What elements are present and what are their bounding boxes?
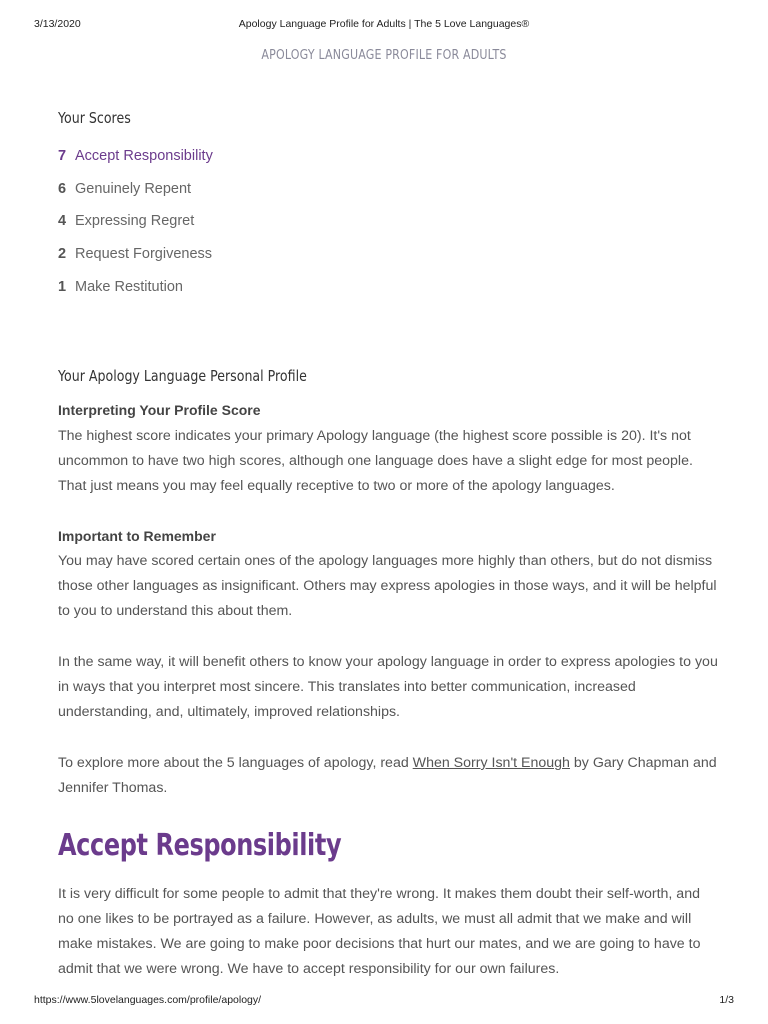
explore-text-before: To explore more about the 5 languages of apology, read (58, 755, 413, 771)
profile-title: Your Apology Language Personal Profile (58, 367, 307, 385)
accept-responsibility-heading: Accept Responsibility (58, 828, 342, 863)
score-value: 2 (58, 246, 67, 262)
book-link[interactable]: When Sorry Isn't Enough (412, 755, 570, 771)
interpreting-paragraph: The highest score indicates your primary Apology language (the highest score possible is 20). It's not uncommon to have two high scores, although one language does have a slight edge for most people. That just means you may feel equally receptive to two or more of the apology languages. (58, 428, 693, 494)
remember-paragraph: You may have scored certain ones of the apology languages more highly than others, but do not dismiss those other languages as insignificant. Others may express apologies in those ways, and it will be helpful to you to understand this about them. (58, 553, 717, 619)
print-url: https://www.5lovelanguages.com/profile/apology/ (34, 994, 262, 1006)
score-item-request-forgiveness (58, 246, 212, 262)
score-label: Request Forgiveness (75, 246, 213, 262)
interpreting-heading: Interpreting Your Profile Score (58, 402, 261, 418)
score-label: Accept Responsibility (75, 148, 213, 164)
score-label: Make Restitution (75, 279, 183, 295)
same-way-paragraph: In the same way, it will benefit others to know your apology language in order to express apologies to you in ways that you interpret most sincere. This translates into better communication, increased understanding, and, ultimately, improved relationships. (58, 654, 718, 720)
score-item-make-restitution (58, 279, 183, 295)
remember-heading: Important to Remember (58, 528, 216, 544)
score-item-genuinely-repent (58, 181, 191, 197)
explore-text-after: by Gary Chapman and Jennifer Thomas. (58, 755, 717, 796)
scores-title: Your Scores (58, 109, 131, 127)
score-value: 7 (58, 148, 67, 164)
accept-responsibility-paragraph: It is very difficult for some people to admit that they're wrong. It makes them doubt their self-worth, and no one likes to be portrayed as a failure. However, as adults, we must all admit that we make and will make mistakes. We are going to make poor decisions that hurt our mates, and we are going to have to admit that we were wrong. We have to accept responsibility for our own failures. (58, 886, 701, 977)
score-label: Genuinely Repent (75, 181, 192, 197)
print-page-number: 1/3 (719, 994, 734, 1006)
score-value: 1 (58, 279, 67, 295)
score-value: 6 (58, 181, 67, 197)
score-value: 4 (58, 213, 67, 229)
page-heading: APOLOGY LANGUAGE PROFILE FOR ADULTS (261, 47, 507, 63)
score-item-accept-responsibility (58, 148, 213, 164)
score-label: Expressing Regret (75, 213, 195, 229)
explore-paragraph (58, 751, 718, 801)
print-tab-title: Apology Language Profile for Adults | The 5 Love Languages® (238, 18, 530, 30)
print-date: 3/13/2020 (34, 18, 81, 30)
score-item-expressing-regret (58, 213, 194, 229)
